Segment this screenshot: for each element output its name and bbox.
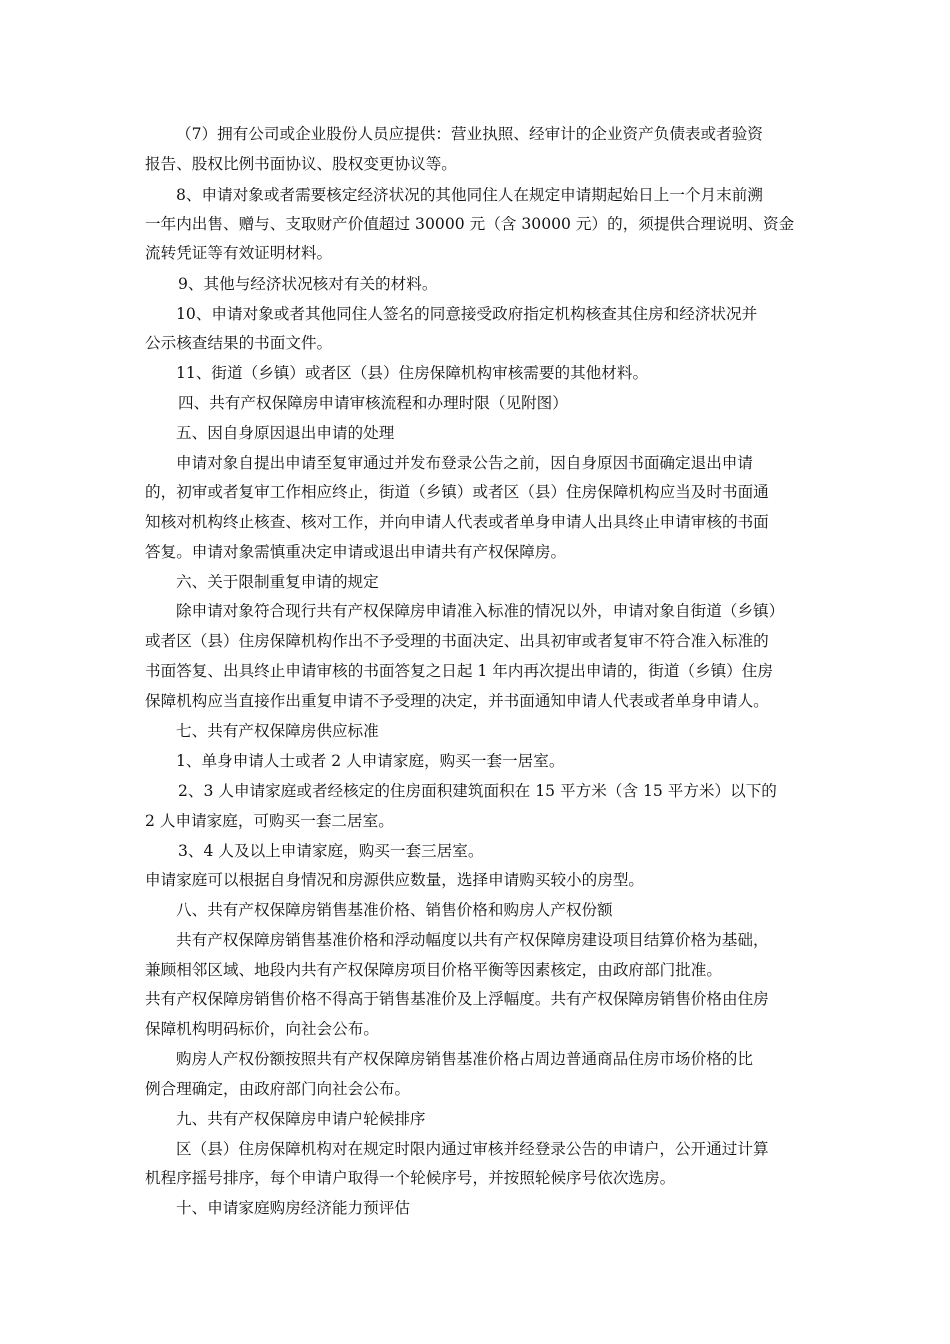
paragraph-line: 1、单身申请人士或者 2 人申请家庭，购买一套一居室。 <box>176 752 565 770</box>
paragraph-line: 的，初审或者复审工作相应终止，街道（乡镇）或者区（县）住房保障机构应当及时书面通 <box>145 483 769 501</box>
paragraph-line: 保障机构明码标价，向社会公布。 <box>145 1020 379 1038</box>
paragraph-line: 书面答复、出具终止申请审核的书面答复之日起 1 年内再次提出申请的，街道（乡镇）住房 <box>145 662 773 680</box>
paragraph-line: 兼顾相邻区域、地段内共有产权保障房项目价格平衡等因素核定，由政府部门批准。 <box>145 961 722 979</box>
paragraph-line: 申请对象自提出申请至复审通过并发布登录公告之前，因自身原因书面确定退出申请 <box>176 454 753 472</box>
paragraph-line: 保障机构应当直接作出重复申请不予受理的决定，并书面通知申请人代表或者单身申请人。 <box>145 692 769 710</box>
paragraph-line: 知核对机构终止核查、核对工作，并向申请人代表或者单身申请人出具终止申请审核的书面 <box>145 513 769 531</box>
section-heading: 四、共有产权保障房申请审核流程和办理时限（见附图） <box>178 394 568 412</box>
section-heading: 十、申请家庭购房经济能力预评估 <box>176 1199 410 1217</box>
section-heading: 七、共有产权保障房供应标准 <box>176 722 379 740</box>
paragraph-line: 8、申请对象或者需要核定经济状况的其他同住人在规定申请期起始日上一个月末前溯 <box>176 186 763 204</box>
paragraph-line: 10、申请对象或者其他同住人签名的同意接受政府指定机构核查其住房和经济状况并 <box>176 305 758 323</box>
paragraph-line: 2、3 人申请家庭或者经核定的住房面积建筑面积在 15 平方米（含 15 平方米）以下的 <box>178 782 777 800</box>
paragraph-line: 答复。申请对象需慎重决定申请或退出申请共有产权保障房。 <box>145 543 567 561</box>
paragraph-line: 3、4 人及以上申请家庭，购买一套三居室。 <box>178 842 484 860</box>
paragraph-line: 例合理确定，由政府部门向社会公布。 <box>145 1080 411 1098</box>
section-heading: 五、因自身原因退出申请的处理 <box>176 424 395 442</box>
paragraph-line: 11、街道（乡镇）或者区（县）住房保障机构审核需要的其他材料。 <box>176 364 649 382</box>
paragraph-line: 一年内出售、赠与、支取财产价值超过 30000 元（含 30000 元）的，须提供合理说明、资金 <box>145 215 795 233</box>
paragraph-line: 9、其他与经济状况核对有关的材料。 <box>178 275 438 293</box>
paragraph-line: 区（县）住房保障机构对在规定时限内通过审核并经登录公告的申请户，公开通过计算 <box>176 1140 769 1158</box>
paragraph-line: 共有产权保障房销售基准价格和浮动幅度以共有产权保障房建设项目结算价格为基础， <box>176 931 769 949</box>
paragraph-line: 流转凭证等有效证明材料。 <box>145 244 333 262</box>
section-heading: 六、关于限制重复申请的规定 <box>176 573 379 591</box>
paragraph-line: 机程序摇号排序，每个申请户取得一个轮候序号，并按照轮候序号依次选房。 <box>145 1169 676 1187</box>
paragraph-line: （7）拥有公司或企业股份人员应提供：营业执照、经审计的企业资产负债表或者验资 <box>176 125 763 143</box>
paragraph-line: 除申请对象符合现行共有产权保障房申请准入标准的情况以外，申请对象自街道（乡镇） <box>176 602 785 620</box>
paragraph-line: 公示核查结果的书面文件。 <box>145 334 333 352</box>
paragraph-line: 2 人申请家庭，可购买一套二居室。 <box>145 812 394 830</box>
paragraph-line: 报告、股权比例书面协议、股权变更协议等。 <box>145 155 457 173</box>
paragraph-line: 申请家庭可以根据自身情况和房源供应数量，选择申请购买较小的房型。 <box>145 871 645 889</box>
section-heading: 九、共有产权保障房申请户轮候排序 <box>176 1110 426 1128</box>
paragraph-line: 购房人产权份额按照共有产权保障房销售基准价格占周边普通商品住房市场价格的比 <box>176 1050 753 1068</box>
section-heading: 八、共有产权保障房销售基准价格、销售价格和购房人产权份额 <box>176 901 613 919</box>
paragraph-line: 或者区（县）住房保障机构作出不予受理的书面决定、出具初审或者复审不符合准入标准的 <box>145 632 769 650</box>
paragraph-line: 共有产权保障房销售价格不得高于销售基准价及上浮幅度。共有产权保障房销售价格由住房 <box>145 990 769 1008</box>
